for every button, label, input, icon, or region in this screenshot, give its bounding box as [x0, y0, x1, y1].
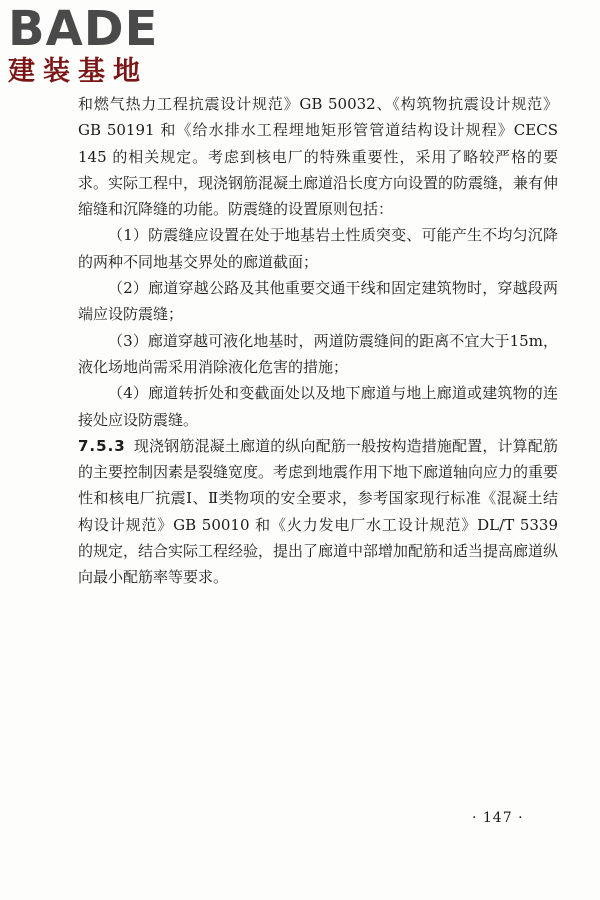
- page-number: · 147 ·: [472, 810, 524, 826]
- list-item-2: （2）廊道穿越公路及其他重要交通干线和固定建筑物时，穿越段两端应设防震缝；: [78, 279, 558, 324]
- document-body: [78, 91, 558, 591]
- section-7-5-3: [78, 433, 558, 591]
- list-item-1: （1）防震缝应设置在处于地基岩土性质突变、可能产生不均匀沉降的两种不同地基交界处的廊道截面；: [78, 226, 558, 271]
- list-item-3: （3）廊道穿越可液化地基时，两道防震缝间的距离不宜大于15m，液化场地尚需采用消除液化危害的措施；: [78, 331, 558, 376]
- paragraph-continuation: 和燃气热力工程抗震设计规范》GB 50032、《构筑物抗震设计规范》GB 50191 和《给水排水工程埋地矩形管管道结构设计规程》CECS 145 的相关规定。考虑到核电厂的特殊重要性，采用了略较严格的要求。实际工程中，现浇钢筋混凝土廊道沿长度方向设置的防震缝，兼有伸缩缝和沉降缝的功能。防震缝的设置原则包括：: [78, 95, 559, 219]
- bade-logo: [8, 1, 178, 88]
- list-item-4: （4）廊道转折处和变截面处以及地下廊道与地上廊道或建筑物的连接处应设防震缝。: [78, 384, 558, 429]
- section-number: 7.5.3: [78, 436, 126, 455]
- logo-wordmark: BADE: [8, 1, 159, 57]
- section-text: 现浇钢筋混凝土廊道的纵向配筋一般按构造措施配置，计算配筋的主要控制因素是裂缝宽度。考虑到地震作用下地下廊道轴向应力的重要性和核电厂抗震Ⅰ、Ⅱ类物项的安全要求，参考国家现行标准《混凝土结构设计规范》GB 50010 和《火力发电厂水工设计规范》DL/T 5339 的规定，结合实际工程经验，提出了廊道中部增加配筋和适当提高廊道纵向最小配筋率等要求。: [78, 436, 559, 587]
- logo-subtitle: 建装基地: [8, 56, 148, 87]
